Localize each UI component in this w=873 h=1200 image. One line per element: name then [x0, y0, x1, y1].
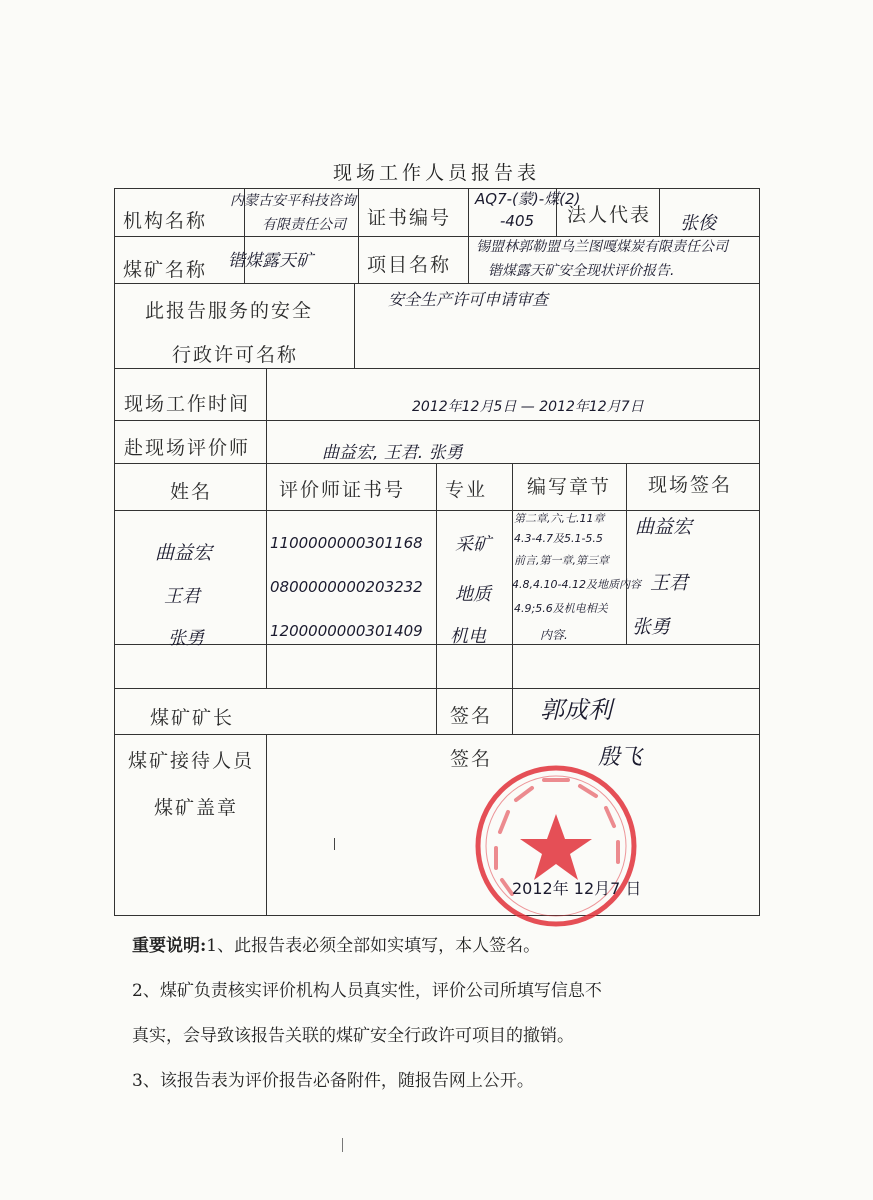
chapters-line: 前言,第一章,第三章	[514, 554, 609, 567]
receiver-signature: 殷飞	[598, 745, 643, 770]
cert-no-label: 证书编号	[367, 207, 452, 229]
sign-label-2: 签名	[450, 748, 493, 770]
ink-mark	[342, 1138, 343, 1152]
staff-major: 机电	[450, 626, 486, 647]
notes-heading: 重要说明:	[132, 936, 207, 956]
receiver-label: 煤矿接待人员	[128, 750, 255, 772]
col-major-header: 专业	[445, 479, 488, 501]
staff-cert: 1200000000301409	[270, 622, 423, 640]
work-time-value: 2012年12月5日 — 2012年12月7日	[412, 399, 644, 415]
org-name-value-l2: 有限责任公司	[262, 217, 346, 233]
page-title: 现场工作人员报告表	[332, 162, 540, 184]
permit-label-line1: 此报告服务的安全	[145, 300, 314, 322]
cert-no-value-l2: -405	[500, 212, 535, 230]
legal-rep-value: 张俊	[680, 213, 716, 234]
org-name-value-l1: 内蒙古安平科技咨询	[230, 193, 356, 209]
chapters-line: 4.8,4.10-4.12及地质内容	[512, 578, 641, 591]
org-name-label: 机构名称	[123, 210, 208, 232]
staff-cert: 1100000000301168	[270, 534, 423, 552]
project-value-l1: 锡盟林郭勒盟乌兰图嘎煤炭有限责任公司	[476, 239, 728, 255]
mine-head-label: 煤矿矿长	[150, 707, 235, 729]
permit-value: 安全生产许可申请审查	[388, 290, 549, 309]
sign-label-1: 签名	[450, 705, 493, 727]
mine-seal-label: 煤矿盖章	[154, 797, 239, 819]
evaluators-label: 赴现场评价师	[124, 437, 251, 459]
project-value-l2: 锴煤露天矿安全现状评价报告.	[488, 263, 675, 279]
note-2a: 2、煤矿负责核实评价机构人员真实性，评价公司所填写信息不	[132, 981, 602, 1001]
staff-major: 采矿	[455, 534, 491, 555]
work-time-label: 现场工作时间	[124, 393, 251, 415]
chapters-line: 4.9;5.6及机电相关	[514, 602, 608, 615]
chapters-line: 内容.	[540, 628, 568, 642]
cert-no-value-l1: AQ7-(蒙)-煤(2)	[475, 190, 581, 208]
project-name-label: 项目名称	[367, 254, 452, 276]
chapters-line: 第二章,六,七.11章	[514, 512, 605, 525]
seal-date: 2012年 12月7 日	[512, 879, 642, 898]
col-name-header: 姓名	[170, 481, 213, 503]
staff-cert: 0800000000203232	[270, 578, 423, 596]
mine-name-label: 煤矿名称	[123, 259, 208, 281]
legal-rep-label: 法人代表	[567, 204, 652, 226]
ink-mark	[334, 838, 335, 850]
evaluators-value: 曲益宏, 王君. 张勇	[322, 443, 463, 463]
note-3: 3、该报告表为评价报告必备附件，随报告网上公开。	[132, 1071, 534, 1091]
staff-sign: 王君	[650, 572, 689, 594]
col-sign-header: 现场签名	[648, 474, 733, 496]
col-cert-header: 评价师证书号	[279, 479, 406, 501]
staff-name: 曲益宏	[155, 542, 213, 564]
col-chapters-header: 编写章节	[527, 476, 612, 498]
staff-sign: 张勇	[632, 616, 671, 638]
staff-name: 王君	[164, 586, 200, 607]
red-seal-stamp	[472, 762, 640, 930]
important-notes	[132, 924, 772, 1104]
mine-head-signature: 郭成利	[540, 696, 612, 724]
staff-major: 地质	[455, 584, 491, 605]
staff-name: 张勇	[168, 628, 204, 649]
permit-label-line2: 行政许可名称	[172, 344, 299, 366]
staff-sign: 曲益宏	[635, 516, 693, 538]
note-2b: 真实，会导致该报告关联的煤矿安全行政许可项目的撤销。	[132, 1026, 574, 1046]
mine-name-value: 锴煤露天矿	[228, 251, 313, 271]
chapters-line: 4.3-4.7及5.1-5.5	[514, 532, 603, 545]
note-1: 1、此报告表必须全部如实填写，本人签名。	[206, 936, 541, 956]
